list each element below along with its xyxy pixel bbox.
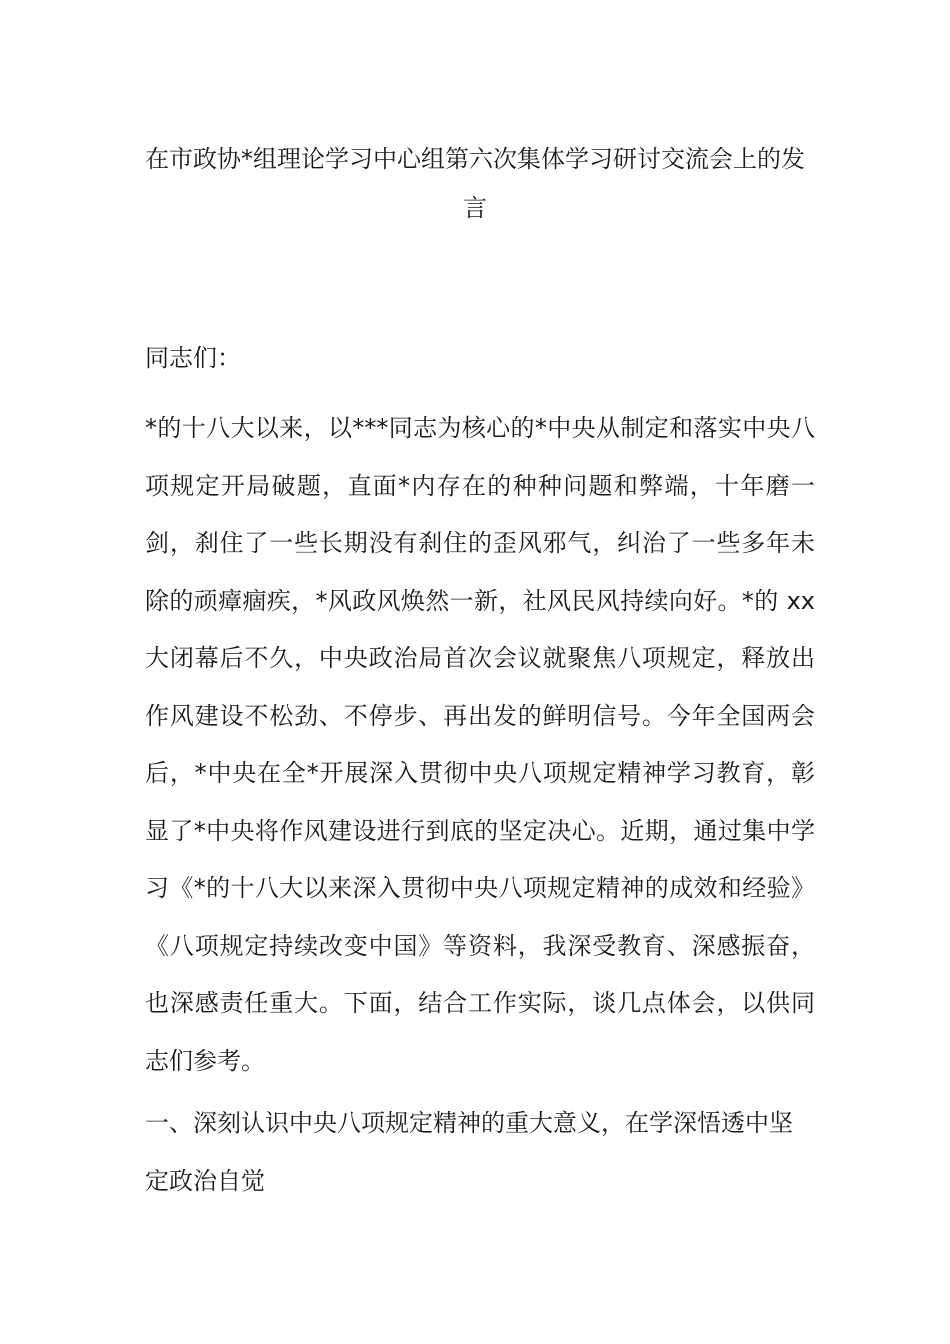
document-title-continuation: 言	[463, 194, 487, 222]
body-paragraph: *的十八大以来，以***同志为核心的*中央从制定和落实中央八项规定开局破题，直面*内存在的种种问题和弊端，十年磨一剑，刹住了一些长期没有刹住的歪风邪气，纠治了一些多年未除的顽瘴痼疾，*风政风焕然一新，社风民风持续向好。*的 xx 大闭幕后不久，中央政治局首次会议就聚焦八项规定，释放出作风建设不松劲、不停步、再出发的鲜明信号。今年全国两会后，*中央在全*开展深入贯彻中央八项规定精神学习教育，彰显了*中央将作风建设进行到底的坚定决心。近期，通过集中学习《*的十八大以来深入贯彻中央八项规定精神的成效和经验》《八项规定持续改变中国》等资料，我深受教育、深感振奋，也深感责任重大。下面，结合工作实际，谈几点体会，以供同志们参考。	[145, 414, 815, 1075]
salutation: 同志们：	[145, 344, 241, 372]
section-heading: 一、深刻认识中央八项规定精神的重大意义，在学深悟透中坚定政治自觉	[145, 1109, 793, 1195]
document-title: 在市政协*组理论学习中心组第六次集体学习研讨交流会上的发	[145, 145, 805, 173]
